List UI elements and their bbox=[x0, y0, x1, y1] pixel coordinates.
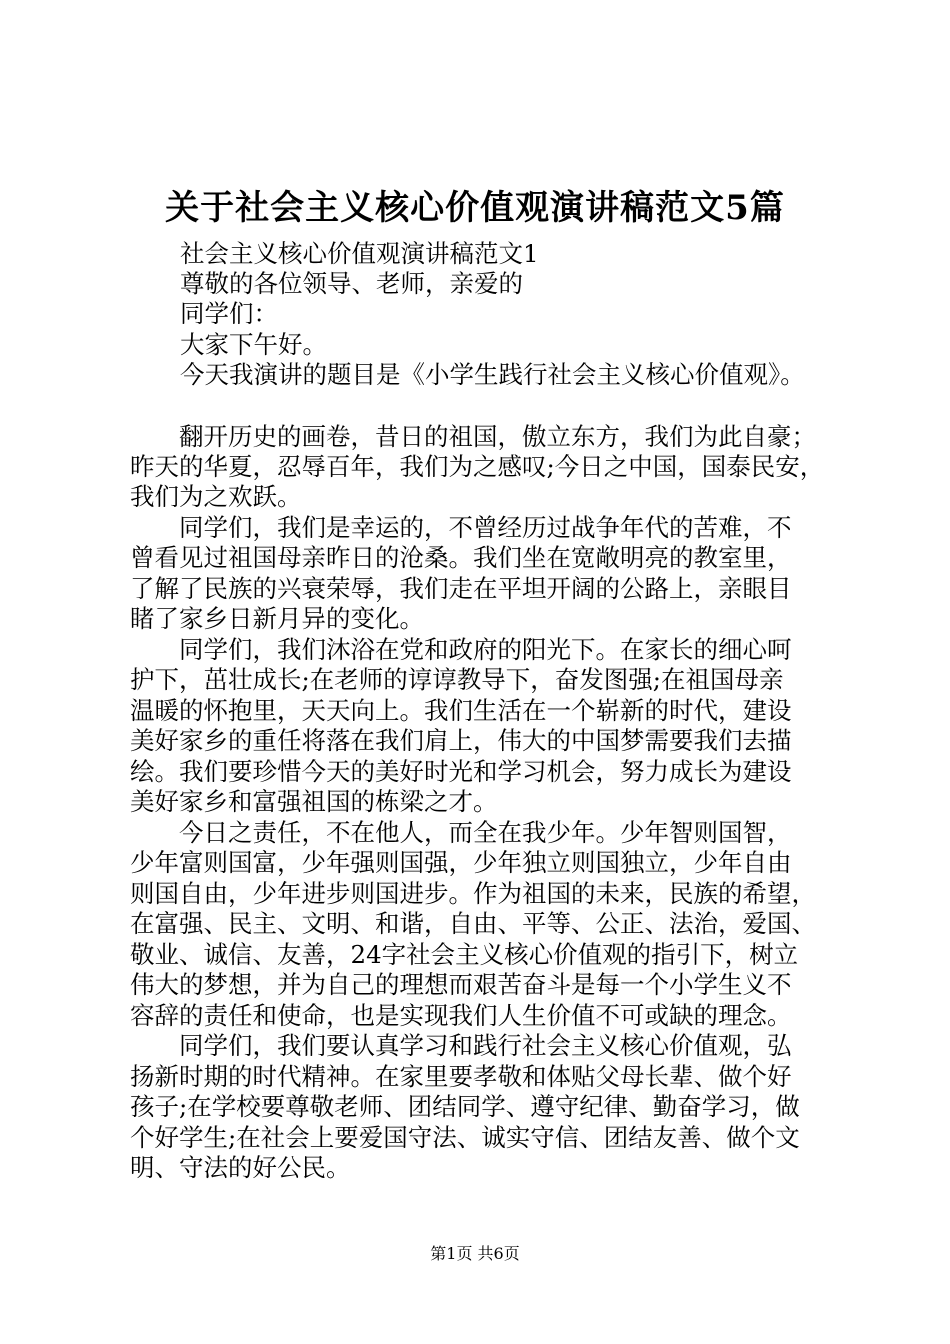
paragraph-line: 敬业、诚信、友善，24字社会主义核心价值观的指引下，树立 bbox=[130, 940, 799, 969]
paragraph-line: 美好家乡和富强祖国的栋梁之才。 bbox=[130, 787, 498, 816]
intro-line: 社会主义核心价值观演讲稿范文1 bbox=[180, 239, 539, 268]
paragraph-line: 孩子;在学校要尊敬老师、团结同学、遵守纪律、勤奋学习，做 bbox=[130, 1092, 800, 1121]
paragraph-line: 同学们，我们要认真学习和践行社会主义核心价值观，弘 bbox=[130, 1031, 792, 1060]
paragraph-line: 美好家乡的重任将落在我们肩上，伟大的中国梦需要我们去描 bbox=[130, 726, 792, 755]
paragraph-line: 了解了民族的兴衰荣辱，我们走在平坦开阔的公路上，亲眼目 bbox=[130, 574, 792, 603]
paragraph-line: 绘。我们要珍惜今天的美好时光和学习机会，努力成长为建设 bbox=[130, 757, 792, 786]
paragraph-line: 昨天的华夏，忍辱百年，我们为之感叹;今日之中国，国泰民安， bbox=[130, 452, 825, 481]
intro-line: 今天我演讲的题目是《小学生践行社会主义核心价值观》。 bbox=[180, 360, 805, 389]
intro-line: 同学们： bbox=[180, 299, 278, 328]
paragraph-line: 个好学生;在社会上要爱国守法、诚实守信、团结友善、做个文 bbox=[130, 1123, 800, 1152]
paragraph-line: 明、守法的好公民。 bbox=[130, 1153, 351, 1182]
paragraph-line: 曾看见过祖国母亲昨日的沧桑。我们坐在宽敞明亮的教室里， bbox=[130, 543, 792, 572]
paragraph-line: 同学们，我们是幸运的，不曾经历过战争年代的苦难，不 bbox=[130, 513, 792, 542]
paragraph-line: 我们为之欢跃。 bbox=[130, 482, 302, 511]
paragraph-line: 护下，茁壮成长;在老师的谆谆教导下，奋发图强;在祖国母亲 bbox=[130, 665, 784, 694]
paragraph-line: 同学们，我们沐浴在党和政府的阳光下。在家长的细心呵 bbox=[130, 635, 792, 664]
paragraph-line: 今日之责任，不在他人，而全在我少年。少年智则国智， bbox=[130, 818, 792, 847]
paragraph-line: 容辞的责任和使命，也是实现我们人生价值不可或缺的理念。 bbox=[130, 1001, 792, 1030]
paragraph-line: 少年富则国富，少年强则国强，少年独立则国独立，少年自由 bbox=[130, 848, 792, 877]
paragraph-line: 睹了家乡日新月异的变化。 bbox=[130, 604, 424, 633]
page-title: 关于社会主义核心价值观演讲稿范文5篇 bbox=[165, 188, 785, 228]
paragraph-line: 温暖的怀抱里，天天向上。我们生活在一个崭新的时代，建设 bbox=[130, 696, 792, 725]
page-footer: 第1页 共6页 bbox=[430, 1244, 520, 1263]
paragraph-line: 则国自由，少年进步则国进步。作为祖国的未来，民族的希望， bbox=[130, 879, 816, 908]
paragraph-line: 伟大的梦想，并为自己的理想而艰苦奋斗是每一个小学生义不 bbox=[130, 970, 792, 999]
intro-line: 大家下午好。 bbox=[180, 330, 327, 359]
paragraph-line: 翻开历史的画卷，昔日的祖国，傲立东方，我们为此自豪； bbox=[130, 422, 816, 451]
intro-line: 尊敬的各位领导、老师，亲爱的 bbox=[180, 269, 523, 298]
paragraph-line: 在富强、民主、文明、和谐，自由、平等、公正、法治，爱国、 bbox=[130, 909, 816, 938]
paragraph-line: 扬新时期的时代精神。在家里要孝敬和体贴父母长辈、做个好 bbox=[130, 1062, 792, 1091]
